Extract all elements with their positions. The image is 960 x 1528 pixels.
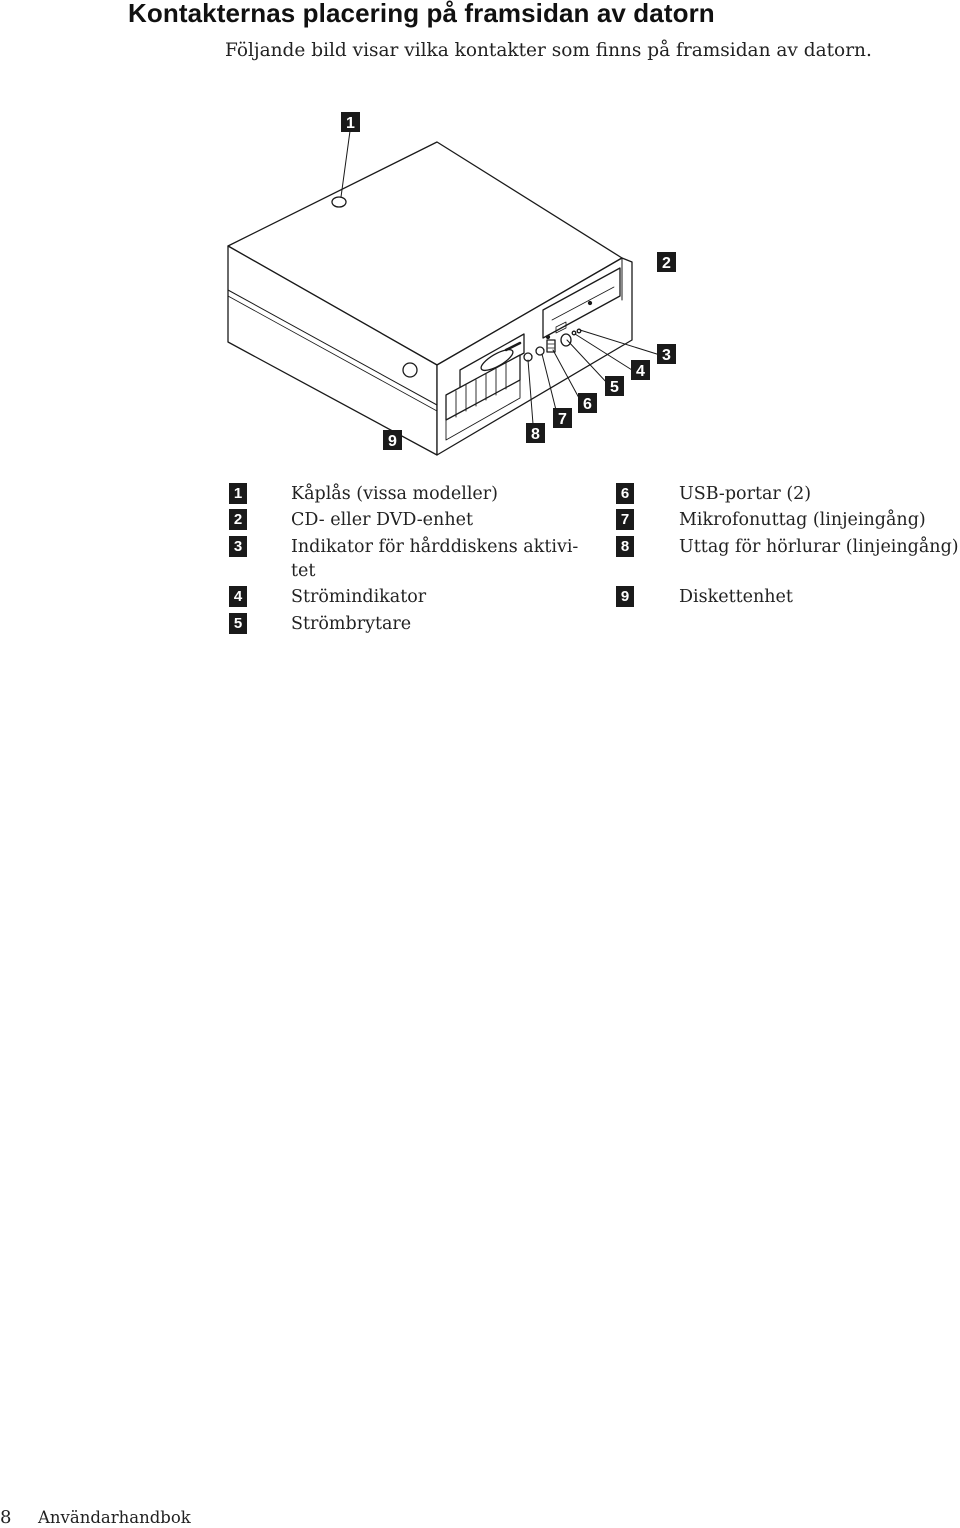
legend-item — [616, 535, 959, 559]
callout-1 — [341, 112, 360, 132]
computer-front-illustration — [0, 0, 960, 470]
legend-text: Kåplås (vissa modeller) — [291, 484, 498, 504]
page-title: Kontakternas placering på framsidan av datorn — [128, 0, 715, 28]
legend-number: 8 — [616, 536, 634, 557]
legend-text-line: Indikator för hårddiskens aktivi- — [291, 537, 579, 557]
callout-7-label: 7 — [558, 411, 567, 428]
legend-text: CD- eller DVD-enhet — [291, 510, 473, 530]
callout-6-label: 6 — [583, 396, 592, 413]
callout-1-label: 1 — [346, 115, 355, 132]
callout-8-label: 8 — [531, 426, 540, 443]
legend-item — [616, 482, 811, 506]
power-switch-icon — [561, 334, 571, 346]
callout-9-label: 9 — [388, 433, 397, 450]
callout-2-label: 2 — [662, 255, 671, 272]
legend-text: Strömindikator — [291, 587, 427, 607]
legend-text: Diskettenhet — [679, 587, 793, 607]
legend-text — [291, 535, 578, 583]
legend-number: 9 — [616, 586, 634, 607]
side-knob — [403, 363, 417, 377]
usb-ports-icon — [547, 340, 555, 352]
legend-text: Mikrofonuttag (linjeingång) — [679, 510, 926, 530]
legend-number: 6 — [616, 483, 634, 504]
legend-number: 7 — [616, 509, 634, 530]
page-footer — [0, 1507, 191, 1528]
legend-item — [616, 508, 926, 532]
legend-number: 1 — [229, 483, 247, 504]
callout-3 — [657, 344, 676, 364]
legend-number: 5 — [229, 613, 247, 634]
legend-text: Uttag för hörlurar (linjeingång) — [679, 537, 959, 557]
cover-lock-icon — [332, 197, 346, 207]
callout-7 — [553, 408, 572, 428]
callout-4-label: 4 — [636, 363, 645, 380]
callout-6 — [578, 393, 597, 413]
legend-item — [616, 585, 793, 609]
legend-number: 2 — [229, 509, 247, 530]
legend-text: Strömbrytare — [291, 614, 412, 634]
legend-item — [229, 535, 578, 583]
microphone-jack-icon — [536, 347, 544, 355]
legend-item — [229, 508, 473, 532]
book-title: Användarhandbok — [38, 1508, 191, 1527]
legend-item — [229, 585, 426, 609]
legend-number: 4 — [229, 586, 247, 607]
legend-number: 3 — [229, 536, 247, 557]
page-number: 8 — [0, 1507, 12, 1528]
legend-item — [229, 482, 498, 506]
callout-3-label: 3 — [662, 347, 671, 364]
intro-text: Följande bild visar vilka kontakter som finns på framsidan av datorn. — [225, 40, 872, 61]
callout-9 — [383, 430, 402, 450]
callout-2 — [657, 252, 676, 272]
callout-4 — [631, 360, 650, 380]
callout-5 — [605, 376, 624, 396]
legend-text: USB-portar (2) — [679, 484, 812, 504]
legend-text-line: tet — [291, 561, 316, 581]
callout-8 — [526, 423, 545, 443]
legend-item — [229, 612, 411, 636]
callout-5-label: 5 — [610, 379, 619, 396]
